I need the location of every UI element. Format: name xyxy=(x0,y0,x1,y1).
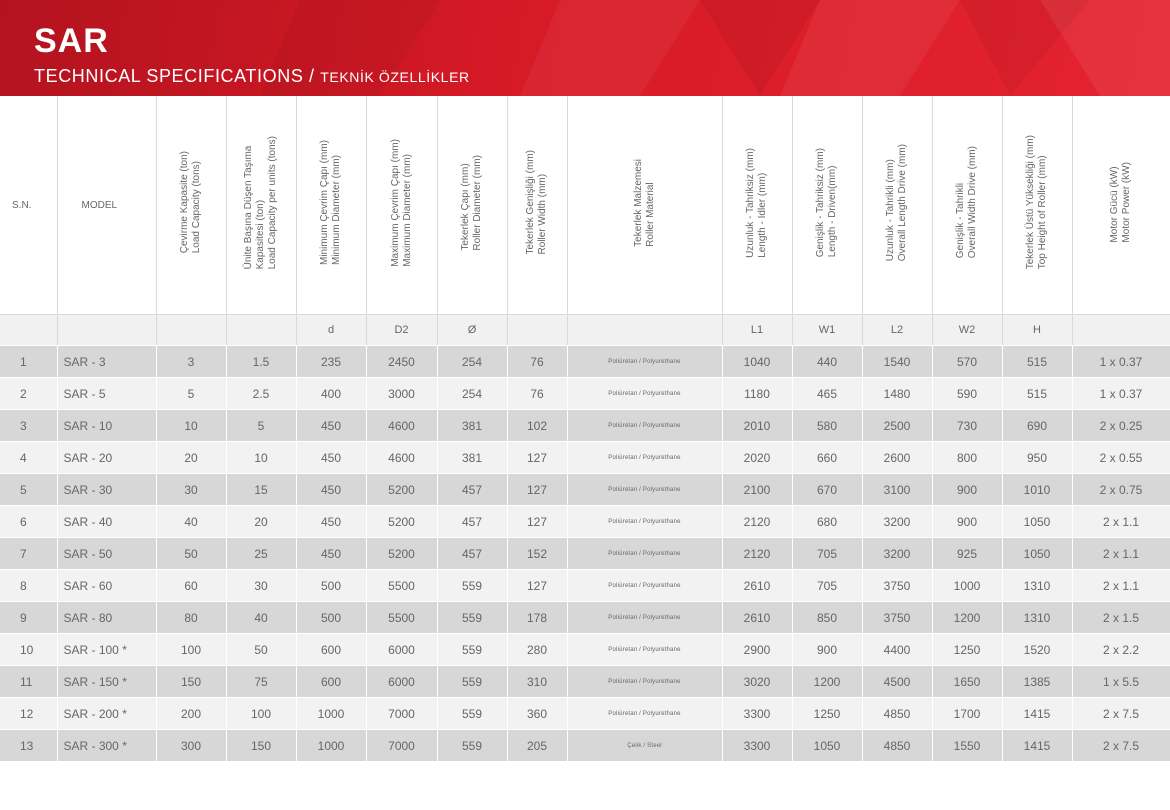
cell-mat: Poliüretan / Polyurethane xyxy=(567,442,722,474)
unit-symbol-w2: W2 xyxy=(932,315,1002,346)
cell-roll: 254 xyxy=(437,346,507,378)
cell-sn: 12 xyxy=(0,698,57,730)
cell-cap: 5 xyxy=(156,378,226,410)
column-header-text xyxy=(179,151,203,253)
cell-dmax: 3000 xyxy=(366,378,437,410)
cell-l2: 2500 xyxy=(862,410,932,442)
cell-w2: 900 xyxy=(932,506,1002,538)
cell-sn: 9 xyxy=(0,602,57,634)
column-header-text xyxy=(460,155,484,251)
cell-l1: 3300 xyxy=(722,698,792,730)
unit-symbol-cap xyxy=(156,315,226,346)
cell-l1: 3020 xyxy=(722,666,792,698)
cell-dmax: 4600 xyxy=(366,410,437,442)
cell-dmax: 5500 xyxy=(366,570,437,602)
column-header-line: Minimum Diameter (mm) xyxy=(331,155,342,265)
cell-l1: 1040 xyxy=(722,346,792,378)
cell-motor: 2 x 1.1 xyxy=(1072,506,1170,538)
cell-sn: 13 xyxy=(0,730,57,762)
cell-h: 515 xyxy=(1002,378,1072,410)
cell-dmax: 7000 xyxy=(366,730,437,762)
cell-model: SAR - 30 xyxy=(57,474,156,506)
cell-w1: 465 xyxy=(792,378,862,410)
cell-dmin: 600 xyxy=(296,666,366,698)
cell-w1: 900 xyxy=(792,634,862,666)
column-header-mat xyxy=(567,96,722,315)
cell-w2: 1650 xyxy=(932,666,1002,698)
cell-motor: 2 x 1.1 xyxy=(1072,570,1170,602)
cell-l1: 3300 xyxy=(722,730,792,762)
cell-dmax: 2450 xyxy=(366,346,437,378)
table-body xyxy=(0,346,1170,762)
cell-h: 1520 xyxy=(1002,634,1072,666)
column-header-line: Uzunluk - Tahrikli (mm) xyxy=(885,159,896,262)
column-header-dmin xyxy=(296,96,366,315)
cell-cap: 40 xyxy=(156,506,226,538)
cell-motor: 2 x 0.55 xyxy=(1072,442,1170,474)
cell-w1: 1250 xyxy=(792,698,862,730)
unit-symbol-w1: W1 xyxy=(792,315,862,346)
cell-l2: 1540 xyxy=(862,346,932,378)
cell-model: SAR - 40 xyxy=(57,506,156,538)
cell-motor: 1 x 0.37 xyxy=(1072,346,1170,378)
cell-w1: 660 xyxy=(792,442,862,474)
column-header-line: Length - Driven(mm) xyxy=(827,165,838,258)
cell-dmax: 6000 xyxy=(366,634,437,666)
column-header-text xyxy=(745,148,769,258)
cell-w1: 1200 xyxy=(792,666,862,698)
cell-roll: 381 xyxy=(437,410,507,442)
cell-model: SAR - 3 xyxy=(57,346,156,378)
cell-dmax: 6000 xyxy=(366,666,437,698)
cell-capu: 1.5 xyxy=(226,346,296,378)
cell-l1: 2120 xyxy=(722,506,792,538)
column-header-line: Length - Idler (mm) xyxy=(757,172,768,258)
column-header-line: Overall Width Drive (mm) xyxy=(967,146,978,259)
cell-cap: 50 xyxy=(156,538,226,570)
cell-capu: 20 xyxy=(226,506,296,538)
cell-dmin: 450 xyxy=(296,410,366,442)
cell-capu: 75 xyxy=(226,666,296,698)
column-header-h xyxy=(1002,96,1072,315)
cell-model: SAR - 50 xyxy=(57,538,156,570)
cell-l2: 4850 xyxy=(862,698,932,730)
cell-mat: Poliüretan / Polyurethane xyxy=(567,378,722,410)
cell-w1: 440 xyxy=(792,346,862,378)
unit-symbol-capu xyxy=(226,315,296,346)
cell-l1: 2610 xyxy=(722,570,792,602)
cell-roll: 559 xyxy=(437,570,507,602)
cell-rw: 280 xyxy=(507,634,567,666)
cell-model: SAR - 10 xyxy=(57,410,156,442)
cell-h: 690 xyxy=(1002,410,1072,442)
cell-w2: 1000 xyxy=(932,570,1002,602)
table-row xyxy=(0,698,1170,730)
cell-mat: Poliüretan / Polyurethane xyxy=(567,698,722,730)
cell-motor: 2 x 7.5 xyxy=(1072,730,1170,762)
cell-l1: 2610 xyxy=(722,602,792,634)
cell-dmax: 5200 xyxy=(366,474,437,506)
cell-w2: 1550 xyxy=(932,730,1002,762)
cell-l2: 3100 xyxy=(862,474,932,506)
column-header-line: Kapasitesi (ton) xyxy=(255,199,266,270)
table-row xyxy=(0,442,1170,474)
page-title: SAR xyxy=(34,22,109,60)
unit-symbol-rw xyxy=(507,315,567,346)
cell-mat: Poliüretan / Polyurethane xyxy=(567,346,722,378)
cell-motor: 2 x 1.1 xyxy=(1072,538,1170,570)
cell-mat: Poliüretan / Polyurethane xyxy=(567,666,722,698)
cell-rw: 360 xyxy=(507,698,567,730)
cell-sn: 7 xyxy=(0,538,57,570)
cell-l1: 2900 xyxy=(722,634,792,666)
cell-l2: 4400 xyxy=(862,634,932,666)
cell-h: 1310 xyxy=(1002,570,1072,602)
cell-capu: 2.5 xyxy=(226,378,296,410)
cell-motor: 1 x 0.37 xyxy=(1072,378,1170,410)
cell-roll: 381 xyxy=(437,442,507,474)
cell-rw: 127 xyxy=(507,570,567,602)
column-header-line: Motor Gücü (kW) xyxy=(1109,166,1120,243)
column-header-line: Uzunluk - Tahriksiz (mm) xyxy=(745,147,756,258)
unit-symbol-dmin: d xyxy=(296,315,366,346)
table-row xyxy=(0,346,1170,378)
cell-dmin: 450 xyxy=(296,538,366,570)
cell-model: SAR - 200 * xyxy=(57,698,156,730)
cell-rw: 102 xyxy=(507,410,567,442)
table-row xyxy=(0,506,1170,538)
unit-symbol-mat xyxy=(567,315,722,346)
cell-l1: 2120 xyxy=(722,538,792,570)
cell-l2: 3750 xyxy=(862,570,932,602)
cell-w2: 590 xyxy=(932,378,1002,410)
unit-symbol-motor xyxy=(1072,315,1170,346)
cell-model: SAR - 5 xyxy=(57,378,156,410)
cell-cap: 3 xyxy=(156,346,226,378)
cell-w2: 900 xyxy=(932,474,1002,506)
cell-roll: 457 xyxy=(437,506,507,538)
cell-capu: 5 xyxy=(226,410,296,442)
table-row xyxy=(0,666,1170,698)
cell-dmin: 450 xyxy=(296,442,366,474)
cell-rw: 127 xyxy=(507,506,567,538)
page-subtitle xyxy=(34,66,470,87)
cell-w1: 680 xyxy=(792,506,862,538)
cell-capu: 50 xyxy=(226,634,296,666)
cell-cap: 20 xyxy=(156,442,226,474)
table-row xyxy=(0,538,1170,570)
column-header-line: Ünite Başına Düşen Taşıma xyxy=(243,145,254,270)
column-header-roll xyxy=(437,96,507,315)
cell-sn: 3 xyxy=(0,410,57,442)
cell-model: SAR - 80 xyxy=(57,602,156,634)
cell-w1: 705 xyxy=(792,570,862,602)
column-header-dmax xyxy=(366,96,437,315)
cell-cap: 200 xyxy=(156,698,226,730)
table-row xyxy=(0,410,1170,442)
cell-rw: 76 xyxy=(507,346,567,378)
table-row xyxy=(0,378,1170,410)
column-header-line: Maximum Diameter (mm) xyxy=(401,153,413,267)
cell-rw: 152 xyxy=(507,538,567,570)
cell-cap: 30 xyxy=(156,474,226,506)
cell-h: 1310 xyxy=(1002,602,1072,634)
cell-dmin: 235 xyxy=(296,346,366,378)
cell-l2: 4500 xyxy=(862,666,932,698)
column-header-l1 xyxy=(722,96,792,315)
cell-capu: 25 xyxy=(226,538,296,570)
cell-dmin: 450 xyxy=(296,506,366,538)
column-header-line: Maximum Çevrim Çapı (mm) xyxy=(389,138,401,267)
cell-w2: 570 xyxy=(932,346,1002,378)
cell-w2: 1250 xyxy=(932,634,1002,666)
cell-cap: 300 xyxy=(156,730,226,762)
column-header-text xyxy=(525,150,549,254)
cell-model: SAR - 60 xyxy=(57,570,156,602)
column-header-line: Roller Material xyxy=(644,181,656,247)
cell-l1: 2020 xyxy=(722,442,792,474)
cell-sn: 4 xyxy=(0,442,57,474)
header-row xyxy=(0,96,1170,315)
cell-w1: 850 xyxy=(792,602,862,634)
cell-dmin: 450 xyxy=(296,474,366,506)
cell-dmax: 7000 xyxy=(366,698,437,730)
cell-capu: 150 xyxy=(226,730,296,762)
cell-roll: 559 xyxy=(437,602,507,634)
unit-symbol-sn xyxy=(0,315,57,346)
cell-w2: 800 xyxy=(932,442,1002,474)
cell-mat: Poliüretan / Polyurethane xyxy=(567,634,722,666)
column-header-line: Tekerlek Genişliği (mm) xyxy=(525,150,536,255)
table-row xyxy=(0,634,1170,666)
cell-roll: 559 xyxy=(437,666,507,698)
column-header-line: Genişlik - Tahriksiz (mm) xyxy=(815,147,826,258)
subtitle-english: TECHNICAL SPECIFICATIONS / xyxy=(34,66,315,86)
cell-roll: 254 xyxy=(437,378,507,410)
cell-dmax: 4600 xyxy=(366,442,437,474)
column-header-model: MODEL xyxy=(57,96,156,315)
cell-roll: 559 xyxy=(437,698,507,730)
table-row xyxy=(0,570,1170,602)
column-header-line: Roller Diameter (mm) xyxy=(472,154,483,251)
subtitle-turkish: TEKNİK ÖZELLİKLER xyxy=(320,69,470,85)
unit-symbol-l1: L1 xyxy=(722,315,792,346)
cell-l1: 2010 xyxy=(722,410,792,442)
column-header-text xyxy=(390,139,414,267)
cell-roll: 559 xyxy=(437,730,507,762)
column-header-sn: S.N. xyxy=(0,96,57,315)
cell-w2: 925 xyxy=(932,538,1002,570)
column-header-line: Load Capacity per units (tons) xyxy=(267,135,278,270)
spec-table xyxy=(0,96,1170,762)
cell-l2: 1480 xyxy=(862,378,932,410)
cell-rw: 76 xyxy=(507,378,567,410)
cell-dmax: 5500 xyxy=(366,602,437,634)
cell-l2: 3750 xyxy=(862,602,932,634)
column-header-text xyxy=(955,146,979,258)
cell-cap: 80 xyxy=(156,602,226,634)
cell-l2: 4850 xyxy=(862,730,932,762)
column-header-capu xyxy=(226,96,296,315)
cell-rw: 205 xyxy=(507,730,567,762)
cell-h: 1385 xyxy=(1002,666,1072,698)
cell-motor: 2 x 0.25 xyxy=(1072,410,1170,442)
header-banner xyxy=(0,0,1170,96)
column-header-line: Motor Power (kW) xyxy=(1121,162,1132,243)
cell-h: 1010 xyxy=(1002,474,1072,506)
cell-dmax: 5200 xyxy=(366,538,437,570)
cell-h: 1415 xyxy=(1002,730,1072,762)
cell-mat: Poliüretan / Polyurethane xyxy=(567,474,722,506)
cell-dmax: 5200 xyxy=(366,506,437,538)
cell-h: 1415 xyxy=(1002,698,1072,730)
column-header-line: Roller Width (mm) xyxy=(537,174,548,255)
column-header-line: Load Capacity (tons) xyxy=(191,161,202,254)
cell-l2: 2600 xyxy=(862,442,932,474)
cell-h: 950 xyxy=(1002,442,1072,474)
cell-dmin: 600 xyxy=(296,634,366,666)
column-header-rw xyxy=(507,96,567,315)
unit-symbol-l2: L2 xyxy=(862,315,932,346)
cell-sn: 2 xyxy=(0,378,57,410)
column-header-text xyxy=(633,159,657,247)
cell-model: SAR - 150 * xyxy=(57,666,156,698)
column-header-l2 xyxy=(862,96,932,315)
column-header-w2 xyxy=(932,96,1002,315)
column-header-text xyxy=(1109,162,1133,243)
cell-dmin: 1000 xyxy=(296,730,366,762)
cell-model: SAR - 300 * xyxy=(57,730,156,762)
column-header-line: Tekerlek Üstü Yüksekliği (mm) xyxy=(1025,135,1036,270)
cell-capu: 30 xyxy=(226,570,296,602)
cell-sn: 5 xyxy=(0,474,57,506)
unit-symbol-dmax: D2 xyxy=(366,315,437,346)
cell-w1: 670 xyxy=(792,474,862,506)
column-header-line: Top Height of Roller (mm) xyxy=(1037,155,1048,270)
column-header-line: Tekerlek Malzemesi xyxy=(632,158,644,247)
cell-dmin: 400 xyxy=(296,378,366,410)
cell-motor: 1 x 5.5 xyxy=(1072,666,1170,698)
column-header-text xyxy=(815,148,839,257)
column-header-line: Minimum Çevrim Çapı (mm) xyxy=(319,140,330,265)
column-header-motor xyxy=(1072,96,1170,315)
cell-h: 1050 xyxy=(1002,538,1072,570)
column-header-text xyxy=(885,144,909,261)
unit-symbol-model xyxy=(57,315,156,346)
cell-capu: 40 xyxy=(226,602,296,634)
cell-rw: 178 xyxy=(507,602,567,634)
cell-sn: 1 xyxy=(0,346,57,378)
cell-dmin: 500 xyxy=(296,602,366,634)
table-row xyxy=(0,602,1170,634)
cell-dmin: 1000 xyxy=(296,698,366,730)
cell-cap: 10 xyxy=(156,410,226,442)
cell-rw: 127 xyxy=(507,474,567,506)
cell-w2: 1700 xyxy=(932,698,1002,730)
cell-mat: Poliüretan / Polyurethane xyxy=(567,538,722,570)
cell-w1: 580 xyxy=(792,410,862,442)
cell-w2: 1200 xyxy=(932,602,1002,634)
cell-sn: 11 xyxy=(0,666,57,698)
unit-symbol-h: H xyxy=(1002,315,1072,346)
cell-motor: 2 x 1.5 xyxy=(1072,602,1170,634)
cell-motor: 2 x 2.2 xyxy=(1072,634,1170,666)
cell-w1: 1050 xyxy=(792,730,862,762)
cell-mat: Poliüretan / Polyurethane xyxy=(567,570,722,602)
cell-cap: 100 xyxy=(156,634,226,666)
cell-l1: 1180 xyxy=(722,378,792,410)
cell-sn: 8 xyxy=(0,570,57,602)
cell-model: SAR - 100 * xyxy=(57,634,156,666)
column-header-line: Genişlik - Tahrikli xyxy=(955,183,966,259)
cell-l2: 3200 xyxy=(862,538,932,570)
cell-w2: 730 xyxy=(932,410,1002,442)
column-header-cap xyxy=(156,96,226,315)
unit-symbol-row xyxy=(0,315,1170,346)
column-header-line: Çevirme Kapasite (ton) xyxy=(179,151,190,254)
column-header-text xyxy=(319,140,343,265)
cell-l1: 2100 xyxy=(722,474,792,506)
cell-sn: 10 xyxy=(0,634,57,666)
cell-rw: 310 xyxy=(507,666,567,698)
cell-mat: Çelik / Steel xyxy=(567,730,722,762)
cell-capu: 10 xyxy=(226,442,296,474)
unit-symbol-roll: Ø xyxy=(437,315,507,346)
cell-roll: 457 xyxy=(437,538,507,570)
cell-motor: 2 x 7.5 xyxy=(1072,698,1170,730)
cell-h: 515 xyxy=(1002,346,1072,378)
cell-sn: 6 xyxy=(0,506,57,538)
column-header-w1 xyxy=(792,96,862,315)
cell-l2: 3200 xyxy=(862,506,932,538)
column-header-text xyxy=(243,136,279,269)
column-header-line: Tekerlek Çapı (mm) xyxy=(460,163,471,251)
cell-w1: 705 xyxy=(792,538,862,570)
cell-mat: Poliüretan / Polyurethane xyxy=(567,410,722,442)
cell-capu: 100 xyxy=(226,698,296,730)
cell-h: 1050 xyxy=(1002,506,1072,538)
cell-roll: 559 xyxy=(437,634,507,666)
cell-dmin: 500 xyxy=(296,570,366,602)
cell-mat: Poliüretan / Polyurethane xyxy=(567,506,722,538)
cell-motor: 2 x 0.75 xyxy=(1072,474,1170,506)
column-header-text xyxy=(1025,135,1049,269)
cell-capu: 15 xyxy=(226,474,296,506)
table-row xyxy=(0,730,1170,762)
cell-model: SAR - 20 xyxy=(57,442,156,474)
cell-roll: 457 xyxy=(437,474,507,506)
column-header-line: Overall Length Drive (mm) xyxy=(897,143,908,262)
cell-mat: Poliüretan / Polyurethane xyxy=(567,602,722,634)
table-row xyxy=(0,474,1170,506)
cell-rw: 127 xyxy=(507,442,567,474)
cell-cap: 150 xyxy=(156,666,226,698)
cell-cap: 60 xyxy=(156,570,226,602)
